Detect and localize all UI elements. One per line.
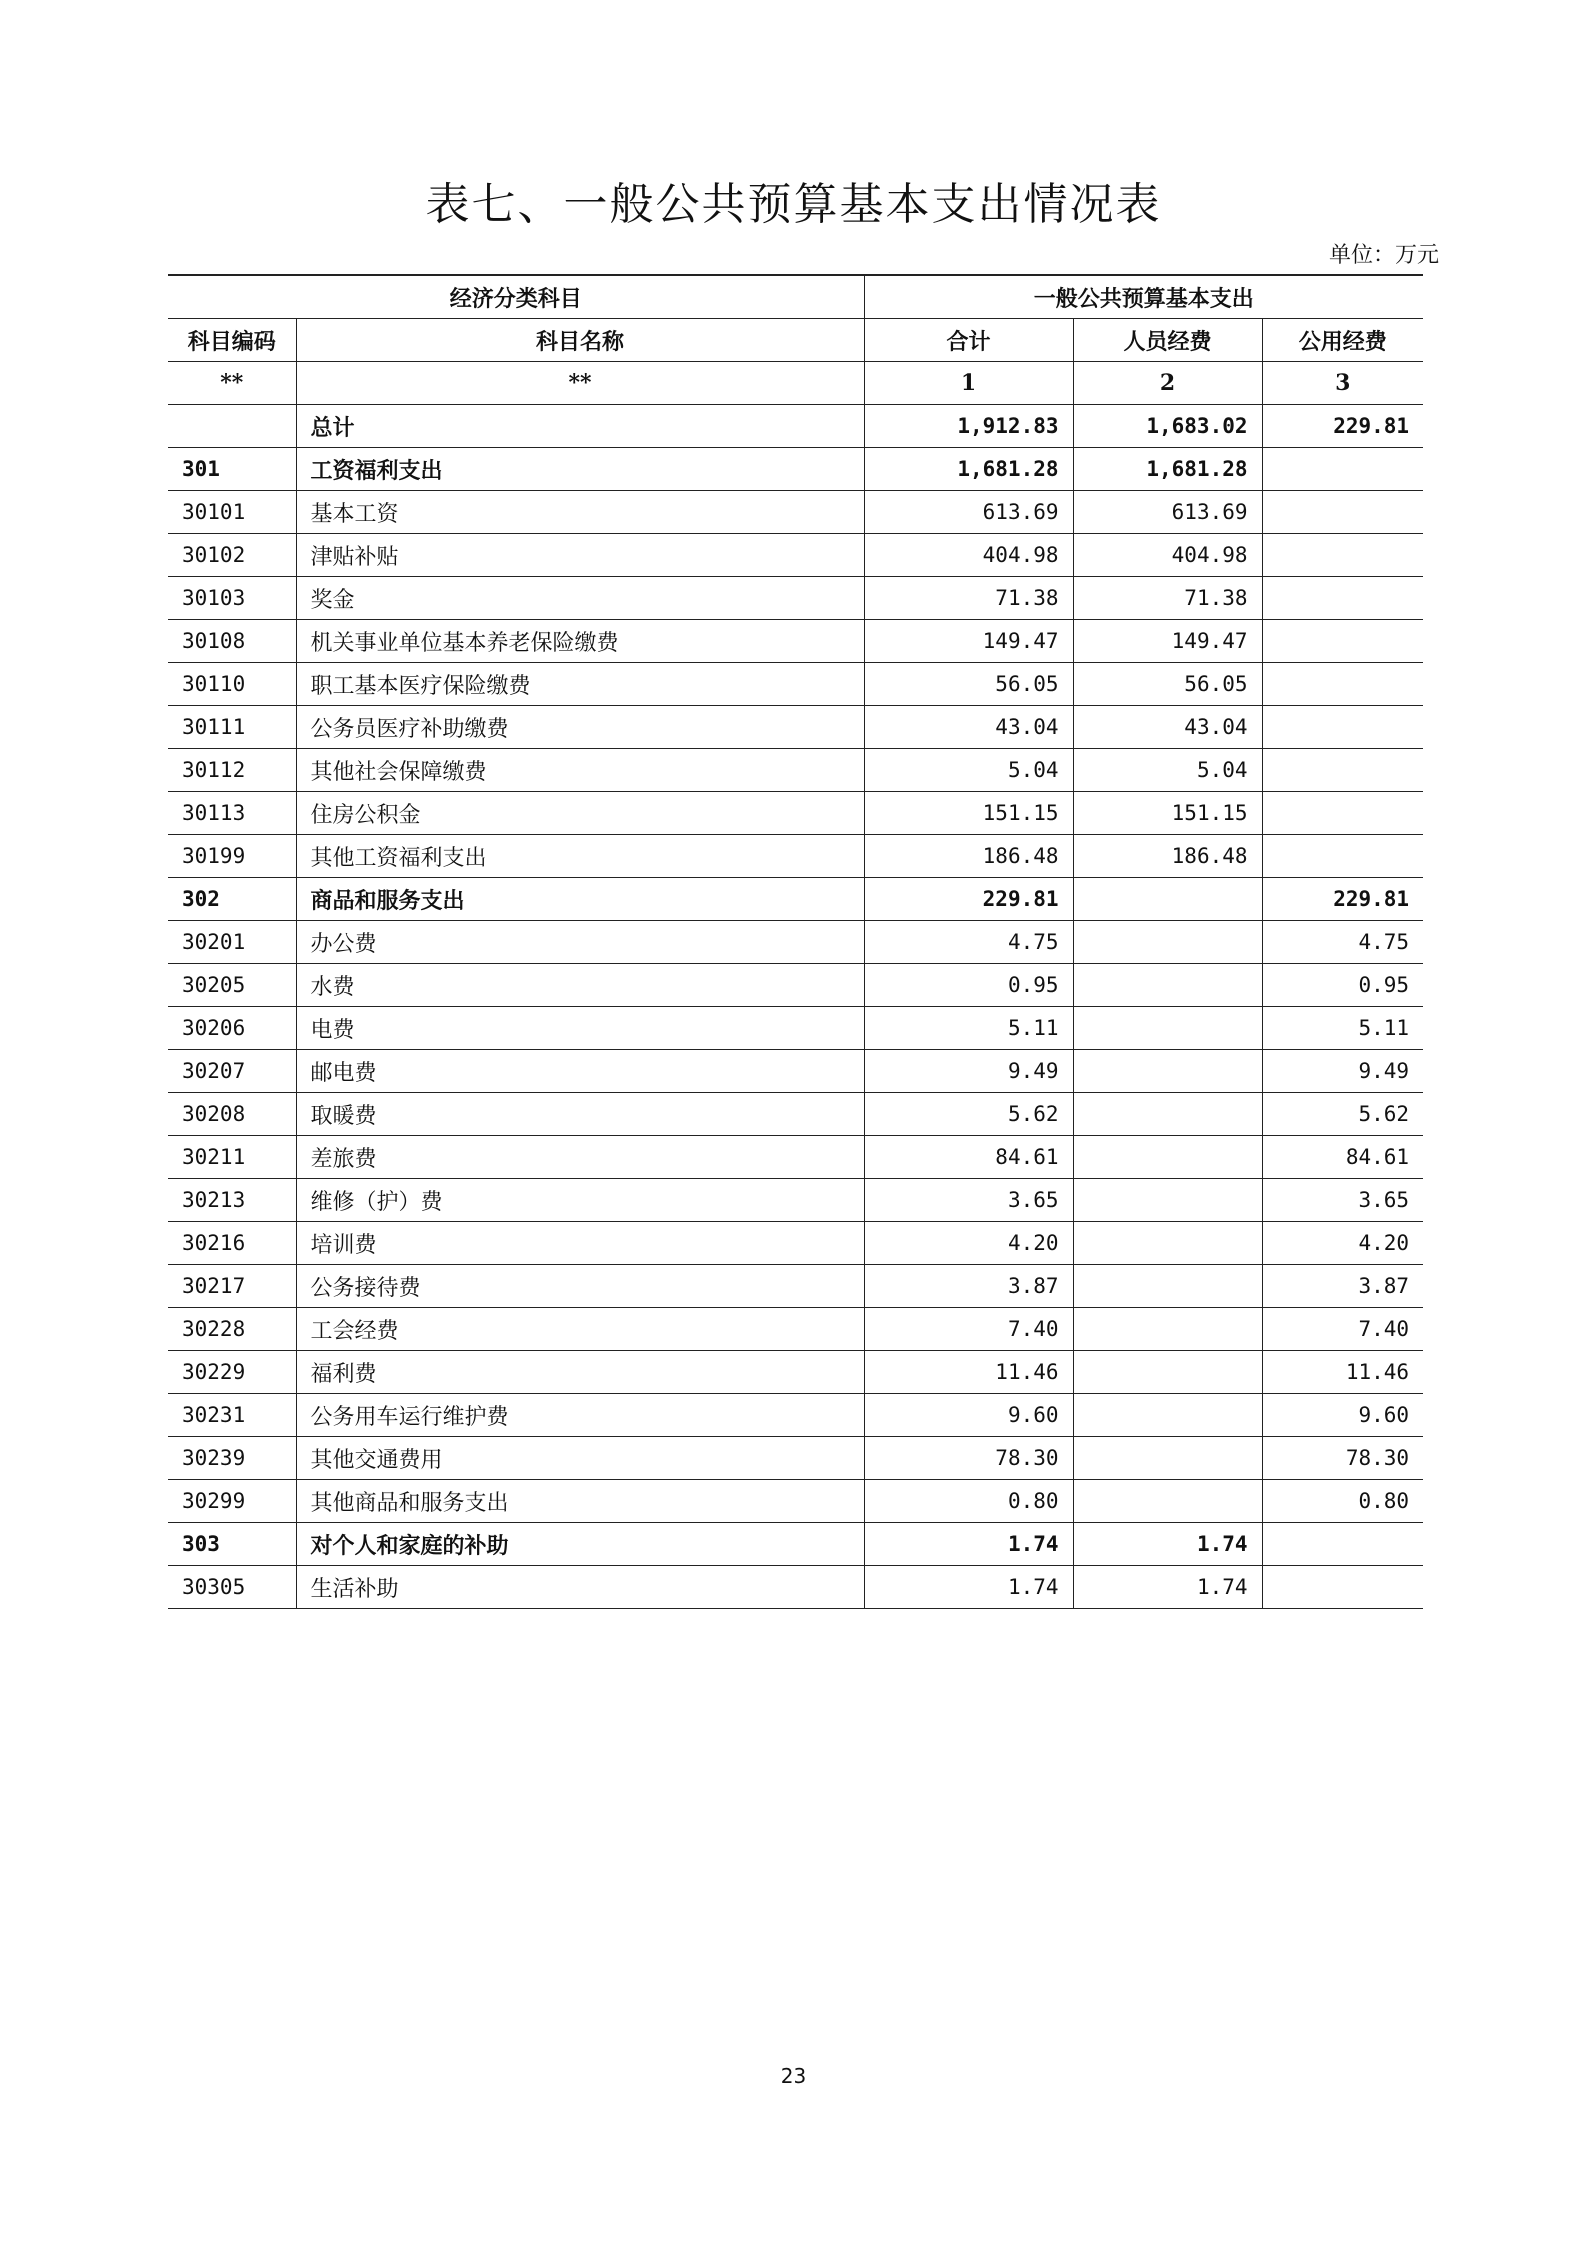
cell-personnel: 149.47 [1073,620,1262,663]
cell-personnel [1073,921,1262,964]
cell-subject-code: 30205 [168,964,296,1007]
header-economic-category: 经济分类科目 [168,275,864,319]
cell-subject-name: 取暖费 [296,1093,864,1136]
cell-subject-name: 职工基本医疗保险缴费 [296,663,864,706]
cell-public: 9.49 [1262,1050,1423,1093]
table-row [168,964,1423,1007]
table-row [168,1136,1423,1179]
cell-total: 7.40 [864,1308,1073,1351]
cell-personnel: 1.74 [1073,1566,1262,1609]
cell-subject-name: 对个人和家庭的补助 [296,1523,864,1566]
cell-public: 5.62 [1262,1093,1423,1136]
cell-subject-name: 基本工资 [296,491,864,534]
index-total: 1 [864,362,1073,405]
cell-personnel: 1,681.28 [1073,448,1262,491]
cell-subject-name: 其他交通费用 [296,1437,864,1480]
cell-subject-code: 30108 [168,620,296,663]
cell-subject-code: 303 [168,1523,296,1566]
cell-public: 3.87 [1262,1265,1423,1308]
cell-total: 9.49 [864,1050,1073,1093]
cell-personnel [1073,1437,1262,1480]
cell-personnel: 404.98 [1073,534,1262,577]
table-row [168,448,1423,491]
cell-personnel [1073,1265,1262,1308]
cell-public [1262,1523,1423,1566]
cell-public: 84.61 [1262,1136,1423,1179]
table-row [168,663,1423,706]
table-row [168,620,1423,663]
cell-total: 11.46 [864,1351,1073,1394]
cell-total: 5.62 [864,1093,1073,1136]
cell-personnel [1073,1093,1262,1136]
table-row [168,577,1423,620]
cell-subject-code: 30299 [168,1480,296,1523]
cell-subject-code: 30239 [168,1437,296,1480]
cell-personnel [1073,1308,1262,1351]
cell-total: 0.95 [864,964,1073,1007]
table-row [168,835,1423,878]
cell-public: 229.81 [1262,405,1423,448]
table-row [168,1007,1423,1050]
cell-subject-name: 机关事业单位基本养老保险缴费 [296,620,864,663]
cell-total: 84.61 [864,1136,1073,1179]
cell-public [1262,577,1423,620]
cell-subject-code: 30229 [168,1351,296,1394]
cell-total: 149.47 [864,620,1073,663]
header-index-row [168,362,1423,405]
unit-label: 单位：万元 [1328,243,1439,268]
cell-subject-name: 公务用车运行维护费 [296,1394,864,1437]
cell-subject-code: 30305 [168,1566,296,1609]
table-row [168,792,1423,835]
cell-subject-code: 30103 [168,577,296,620]
cell-total: 56.05 [864,663,1073,706]
cell-personnel [1073,1050,1262,1093]
cell-personnel: 1,683.02 [1073,405,1262,448]
cell-subject-code: 30207 [168,1050,296,1093]
cell-public: 4.20 [1262,1222,1423,1265]
index-personnel: 2 [1073,362,1262,405]
table-row [168,1179,1423,1222]
table-row [168,749,1423,792]
cell-subject-name: 工会经费 [296,1308,864,1351]
cell-subject-code: 30211 [168,1136,296,1179]
cell-subject-code: 302 [168,878,296,921]
cell-total: 186.48 [864,835,1073,878]
header-total: 合计 [864,319,1073,362]
cell-total: 229.81 [864,878,1073,921]
cell-total: 9.60 [864,1394,1073,1437]
cell-subject-name: 其他工资福利支出 [296,835,864,878]
cell-personnel: 186.48 [1073,835,1262,878]
cell-subject-code: 30228 [168,1308,296,1351]
table-row [168,878,1423,921]
header-subject-code: 科目编码 [168,319,296,362]
cell-public [1262,706,1423,749]
cell-total: 71.38 [864,577,1073,620]
cell-subject-code: 30110 [168,663,296,706]
cell-total: 3.65 [864,1179,1073,1222]
cell-subject-code: 30201 [168,921,296,964]
cell-subject-code: 30102 [168,534,296,577]
cell-subject-code: 30101 [168,491,296,534]
cell-total: 1,681.28 [864,448,1073,491]
cell-public: 78.30 [1262,1437,1423,1480]
cell-personnel: 1.74 [1073,1523,1262,1566]
cell-public: 11.46 [1262,1351,1423,1394]
cell-total: 151.15 [864,792,1073,835]
page-number: 23 [780,2064,807,2088]
cell-subject-code [168,405,296,448]
budget-table [168,274,1423,1609]
table-row [168,405,1423,448]
cell-total: 1,912.83 [864,405,1073,448]
table-row [168,921,1423,964]
cell-subject-name: 邮电费 [296,1050,864,1093]
cell-subject-code: 30208 [168,1093,296,1136]
cell-personnel [1073,1222,1262,1265]
table-row [168,1308,1423,1351]
cell-public: 4.75 [1262,921,1423,964]
cell-total: 613.69 [864,491,1073,534]
cell-subject-code: 30213 [168,1179,296,1222]
table-row [168,706,1423,749]
cell-public [1262,620,1423,663]
cell-subject-name: 办公费 [296,921,864,964]
table-row [168,1351,1423,1394]
cell-subject-code: 30217 [168,1265,296,1308]
cell-public [1262,663,1423,706]
cell-subject-name: 公务接待费 [296,1265,864,1308]
cell-public [1262,749,1423,792]
cell-public: 3.65 [1262,1179,1423,1222]
cell-subject-name: 培训费 [296,1222,864,1265]
cell-subject-name: 商品和服务支出 [296,878,864,921]
cell-personnel: 56.05 [1073,663,1262,706]
cell-public: 0.95 [1262,964,1423,1007]
cell-subject-code: 30199 [168,835,296,878]
table-row [168,1093,1423,1136]
cell-total: 3.87 [864,1265,1073,1308]
header-public-expenses: 公用经费 [1262,319,1423,362]
cell-subject-name: 其他商品和服务支出 [296,1480,864,1523]
cell-public: 9.60 [1262,1394,1423,1437]
cell-personnel [1073,1007,1262,1050]
cell-public [1262,835,1423,878]
table-row [168,1523,1423,1566]
index-public: 3 [1262,362,1423,405]
table-row [168,1050,1423,1093]
cell-public: 5.11 [1262,1007,1423,1050]
cell-subject-name: 工资福利支出 [296,448,864,491]
cell-public [1262,792,1423,835]
table-row [168,1566,1423,1609]
cell-subject-name: 福利费 [296,1351,864,1394]
table-row [168,1394,1423,1437]
cell-personnel: 613.69 [1073,491,1262,534]
table-row [168,534,1423,577]
cell-subject-name: 生活补助 [296,1566,864,1609]
cell-personnel: 71.38 [1073,577,1262,620]
cell-subject-name: 奖金 [296,577,864,620]
cell-personnel [1073,964,1262,1007]
cell-personnel [1073,1351,1262,1394]
cell-public [1262,448,1423,491]
page-title: 表七、一般公共预算基本支出情况表 [425,179,1162,230]
cell-total: 0.80 [864,1480,1073,1523]
cell-subject-name: 公务员医疗补助缴费 [296,706,864,749]
cell-public: 0.80 [1262,1480,1423,1523]
header-subject-name: 科目名称 [296,319,864,362]
header-column-row [168,319,1423,362]
cell-total: 78.30 [864,1437,1073,1480]
cell-total: 43.04 [864,706,1073,749]
cell-total: 4.75 [864,921,1073,964]
cell-subject-code: 30231 [168,1394,296,1437]
cell-subject-code: 30216 [168,1222,296,1265]
cell-subject-name: 其他社会保障缴费 [296,749,864,792]
cell-subject-code: 30206 [168,1007,296,1050]
cell-subject-name: 总计 [296,405,864,448]
cell-personnel [1073,1136,1262,1179]
cell-total: 1.74 [864,1566,1073,1609]
index-name: ** [296,362,864,405]
cell-personnel: 43.04 [1073,706,1262,749]
table-body [168,405,1423,1609]
cell-subject-name: 维修（护）费 [296,1179,864,1222]
cell-subject-name: 津贴补贴 [296,534,864,577]
cell-subject-code: 30113 [168,792,296,835]
header-personnel-expenses: 人员经费 [1073,319,1262,362]
index-code: ** [168,362,296,405]
cell-total: 4.20 [864,1222,1073,1265]
cell-subject-name: 水费 [296,964,864,1007]
table-row [168,491,1423,534]
table-row [168,1480,1423,1523]
cell-public [1262,1566,1423,1609]
cell-personnel [1073,1480,1262,1523]
header-basic-expenditure: 一般公共预算基本支出 [864,275,1423,319]
cell-subject-name: 住房公积金 [296,792,864,835]
cell-public: 229.81 [1262,878,1423,921]
cell-personnel [1073,1394,1262,1437]
table-row [168,1437,1423,1480]
cell-public: 7.40 [1262,1308,1423,1351]
cell-public [1262,491,1423,534]
cell-personnel: 151.15 [1073,792,1262,835]
cell-total: 1.74 [864,1523,1073,1566]
cell-subject-name: 差旅费 [296,1136,864,1179]
header-group-row [168,275,1423,319]
table-row [168,1222,1423,1265]
cell-total: 5.04 [864,749,1073,792]
cell-personnel [1073,1179,1262,1222]
cell-personnel [1073,878,1262,921]
cell-total: 5.11 [864,1007,1073,1050]
cell-subject-code: 301 [168,448,296,491]
cell-total: 404.98 [864,534,1073,577]
cell-personnel: 5.04 [1073,749,1262,792]
table-row [168,1265,1423,1308]
cell-subject-code: 30112 [168,749,296,792]
cell-public [1262,534,1423,577]
cell-subject-name: 电费 [296,1007,864,1050]
cell-subject-code: 30111 [168,706,296,749]
